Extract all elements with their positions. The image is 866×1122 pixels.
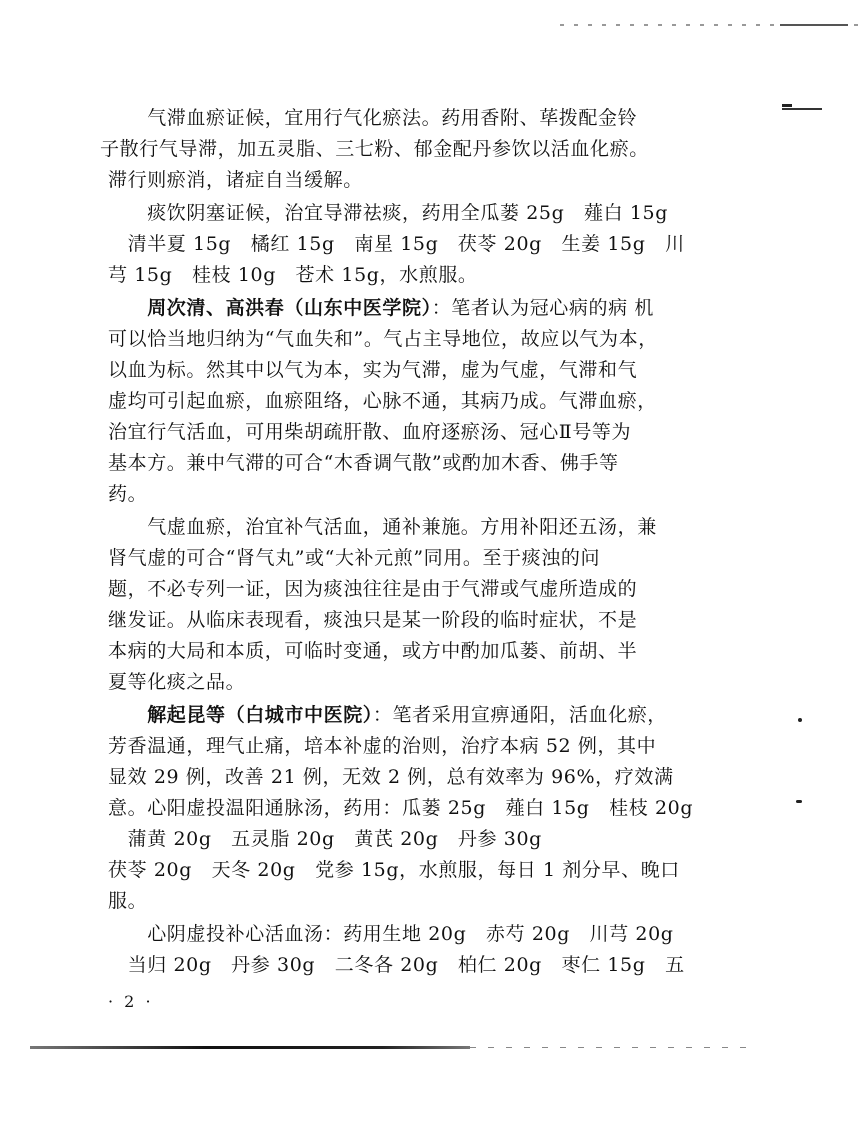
scan-artifact-bottom-dashes	[470, 1047, 750, 1048]
section-text: ：笔者认为冠心病的病 机	[431, 297, 654, 319]
text-line: 蒲黄 20g 五灵脂 20g 黄芪 20g 丹参 30g	[108, 828, 542, 850]
scan-artifact-top-end	[780, 24, 848, 26]
text-line: 气虚血瘀，治宜补气活血，通补兼施。方用补阳还五汤，兼	[108, 516, 657, 538]
text-line: 治宜行气活血，可用柴胡疏肝散、血府逐瘀汤、冠心Ⅱ号等为	[108, 421, 632, 443]
text-line: 芳香温通，理气止痛，培本补虚的治则，治疗本病 52 例，其中	[108, 735, 657, 757]
scan-artifact-bottom	[30, 1046, 470, 1049]
section-heading-line	[108, 703, 720, 727]
text-line: 显效 29 例，改善 21 例，无效 2 例，总有效率为 96%，疗效满	[108, 766, 674, 788]
text-line: 肾气虚的可合“肾气丸”或“大补元煎”同用。至于痰浊的问	[108, 547, 601, 569]
text-line: 痰饮阴塞证候，治宜导滞祛痰，药用全瓜蒌 25g 薤白 15g	[108, 202, 668, 224]
text-line: 子散行气导滞，加五灵脂、三七粉、郁金配丹参饮以活血化瘀。	[100, 138, 649, 160]
text-line: 继发证。从临床表现看，痰浊只是某一阶段的临时症状，不是	[108, 609, 638, 631]
text-line: 意。心阳虚投温阳通脉汤，药用：瓜蒌 25g 薤白 15g 桂枝 20g	[108, 797, 694, 819]
scan-dot	[796, 800, 802, 803]
text-line: 芎 15g 桂枝 10g 苍术 15g，水煎服。	[108, 264, 478, 286]
author-affiliation: 解起昆等（白城市中医院）	[108, 704, 373, 726]
text-line: 可以恰当地归纳为“气血失和”。气占主导地位，故应以气为本，	[108, 328, 658, 350]
text-line: 本病的大局和本质，可临时变通，或方中酌加瓜蒌、前胡、半	[108, 640, 638, 662]
text-line: 气滞血瘀证候，宜用行气化瘀法。药用香附、荜拨配金铃	[108, 107, 638, 129]
text-line: 虚均可引起血瘀，血瘀阻络，心脉不通，其病乃成。气滞血瘀，	[108, 390, 657, 412]
margin-mark	[782, 104, 792, 107]
text-line: 夏等化痰之品。	[108, 671, 246, 693]
text-line: 药。	[108, 483, 148, 505]
scan-dot	[798, 718, 802, 722]
author-affiliation: 周次清、高洪春（山东中医学院）	[108, 297, 432, 319]
text-line: 题，不必专列一证，因为痰浊往往是由于气滞或气虚所造成的	[108, 578, 638, 600]
page-number: · 2 ·	[108, 992, 154, 1011]
text-line: 滞行则瘀消，诸症自当缓解。	[108, 169, 363, 191]
section-text: ：笔者采用宣痹通阳，活血化瘀，	[372, 704, 667, 726]
margin-mark-line	[782, 108, 822, 110]
text-line: 当归 20g 丹参 30g 二冬各 20g 柏仁 20g 枣仁 15g 五	[108, 954, 685, 976]
text-line: 服。	[108, 890, 148, 912]
text-line: 茯苓 20g 天冬 20g 党参 15g，水煎服，每日 1 剂分早、晚口	[108, 859, 680, 881]
text-line: 清半夏 15g 橘红 15g 南星 15g 茯苓 20g 生姜 15g 川	[108, 233, 685, 255]
text-line: 以血为标。然其中以气为本，实为气滞，虚为气虚，气滞和气	[108, 359, 638, 381]
text-line: 基本方。兼中气滞的可合“木香调气散”或酌加木香、佛手等	[108, 452, 619, 474]
section-heading-line	[108, 296, 720, 320]
text-line: 心阴虚投补心活血汤：药用生地 20g 赤芍 20g 川芎 20g	[108, 923, 674, 945]
